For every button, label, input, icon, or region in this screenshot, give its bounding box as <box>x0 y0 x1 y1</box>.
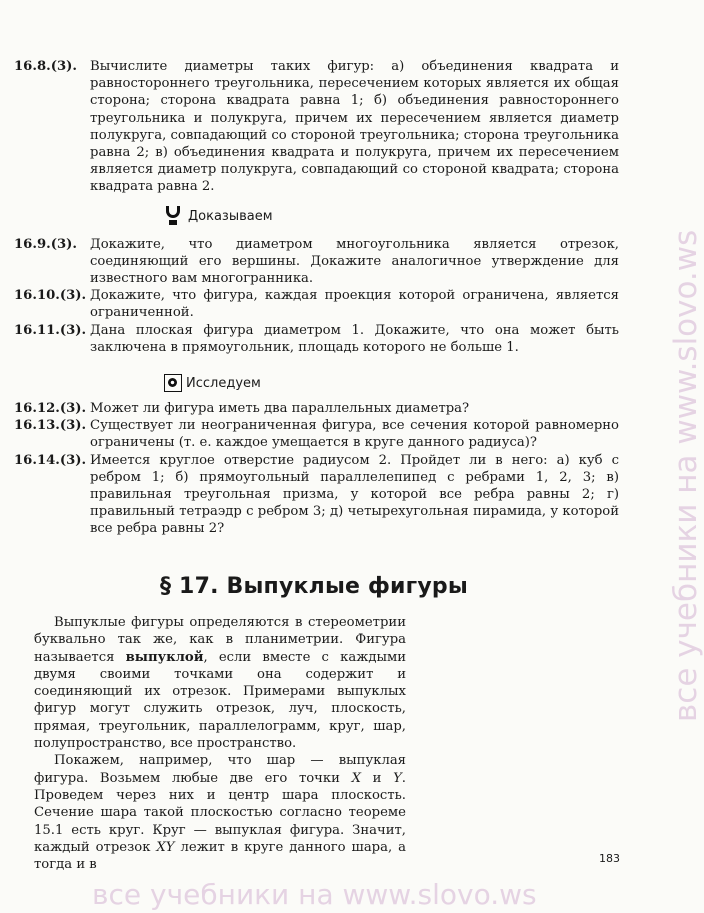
section-explore-label: Исследуем <box>186 375 261 391</box>
problem-text: Существует ли неограниченная фигура, все сечения которой равномерно ограничены (т. е. каждое умещается в круге данного радиуса)? <box>90 418 619 451</box>
var-xy: XY <box>156 839 175 855</box>
paragraph-title: § 17. Выпуклые фигуры <box>160 574 468 599</box>
paragraph-2 <box>34 752 406 873</box>
text-run: . Проведем через них и центр шара плоскость. Сечение шара такой плоскостью согласно теореме 15.1 есть круг. Круг — выпуклая фигура. Значит, каждый отрезок <box>34 770 406 855</box>
watermark-bottom: все учебники на www.slovo.ws <box>92 878 537 911</box>
text-run: , если вместе с каждыми двумя своими точками она содержит и соединяющий их отрезок. Примерами выпуклых фигур могут служить отрезок, луч, плоскость, прямая, треугольник, параллелограмм, круг, шар, полупространство, все пространство. <box>34 649 406 752</box>
problem-text: Дана плоская фигура диаметром 1. Докажите, что она может быть заключена в прямоугольник, площадь которого не больше 1. <box>90 322 619 355</box>
problem-16-8 <box>14 58 619 196</box>
paragraph-1 <box>34 614 406 752</box>
problem-text: Может ли фигура иметь два параллельных диаметра? <box>90 401 470 417</box>
problem-number: 16.8.(3). <box>14 59 77 74</box>
problem-16-12 <box>14 400 619 417</box>
problems-block <box>14 58 619 538</box>
section-explore-heading <box>14 372 619 394</box>
term-convex: выпуклой <box>125 649 204 665</box>
problem-16-13 <box>14 417 619 451</box>
problem-number: 16.13.(3). <box>14 418 87 434</box>
page-number: 183 <box>599 852 620 865</box>
var-y: Y <box>393 770 402 786</box>
problem-16-11 <box>14 322 619 356</box>
problem-16-9 <box>14 236 619 288</box>
problem-16-10 <box>14 287 619 321</box>
text-run: Покажем, например, что шар — выпуклая фигура. Возьмем любые две его точки <box>34 753 406 786</box>
section-prove-label: Доказываем <box>188 209 273 225</box>
problem-number: 16.11.(3). <box>14 322 87 338</box>
problem-number: 16.14.(3). <box>14 452 87 468</box>
problem-text: Вычислите диаметры таких фигур: а) объединения квадрата и равностороннего треугольника, пересечением которых является их общая сторона; сторона квадрата равна 1; б) объединения равностороннего треугольника и полукруга, причем их пересечением является диаметр полукруга, совпадающий со стороной треугольника; сторона треугольника равна 2; в) объединения квадрата и полукруга, причем их пересечением является диаметр полукруга, совпадающий со стороной квадрата; сторона квадрата равна 2. <box>90 59 619 195</box>
section-prove-heading <box>14 206 619 228</box>
problem-text: Докажите, что диаметром многоугольника является отрезок, соединяющий его вершины. Докажите аналогичное утверждение для известного вам многогранника. <box>90 236 619 287</box>
text-run: Выпуклые фигуры определяются в стереометрии буквально так же, как в планиметрии. Фигура называется <box>34 615 406 665</box>
explore-icon <box>164 374 182 392</box>
body-text <box>34 614 406 873</box>
prove-icon <box>164 206 184 228</box>
text-run: и <box>360 770 394 786</box>
problem-number: 16.12.(3). <box>14 401 87 417</box>
problem-16-14 <box>14 452 619 538</box>
problem-text: Имеется круглое отверстие радиусом 2. Пройдет ли в него: а) куб с ребром 1; б) прямоугольный параллелепипед с ребрами 1, 2, 3; в) правильная треугольная призма, у которой все ребра равны 2; г) правильный тетраэдр с ребром 3; д) четырехугольная пирамида, у которой все ребра равны 2? <box>90 452 619 537</box>
var-x: X <box>351 770 361 786</box>
watermark-side: все учебники на www.slovo.ws <box>668 229 704 722</box>
problem-number: 16.9.(3). <box>14 236 77 252</box>
problem-number: 16.10.(3). <box>14 288 87 304</box>
problem-text: Докажите, что фигура, каждая проекция которой ограничена, является ограниченной. <box>90 288 619 321</box>
text-run: лежит в круге данного шара, а тогда и в <box>34 839 406 873</box>
